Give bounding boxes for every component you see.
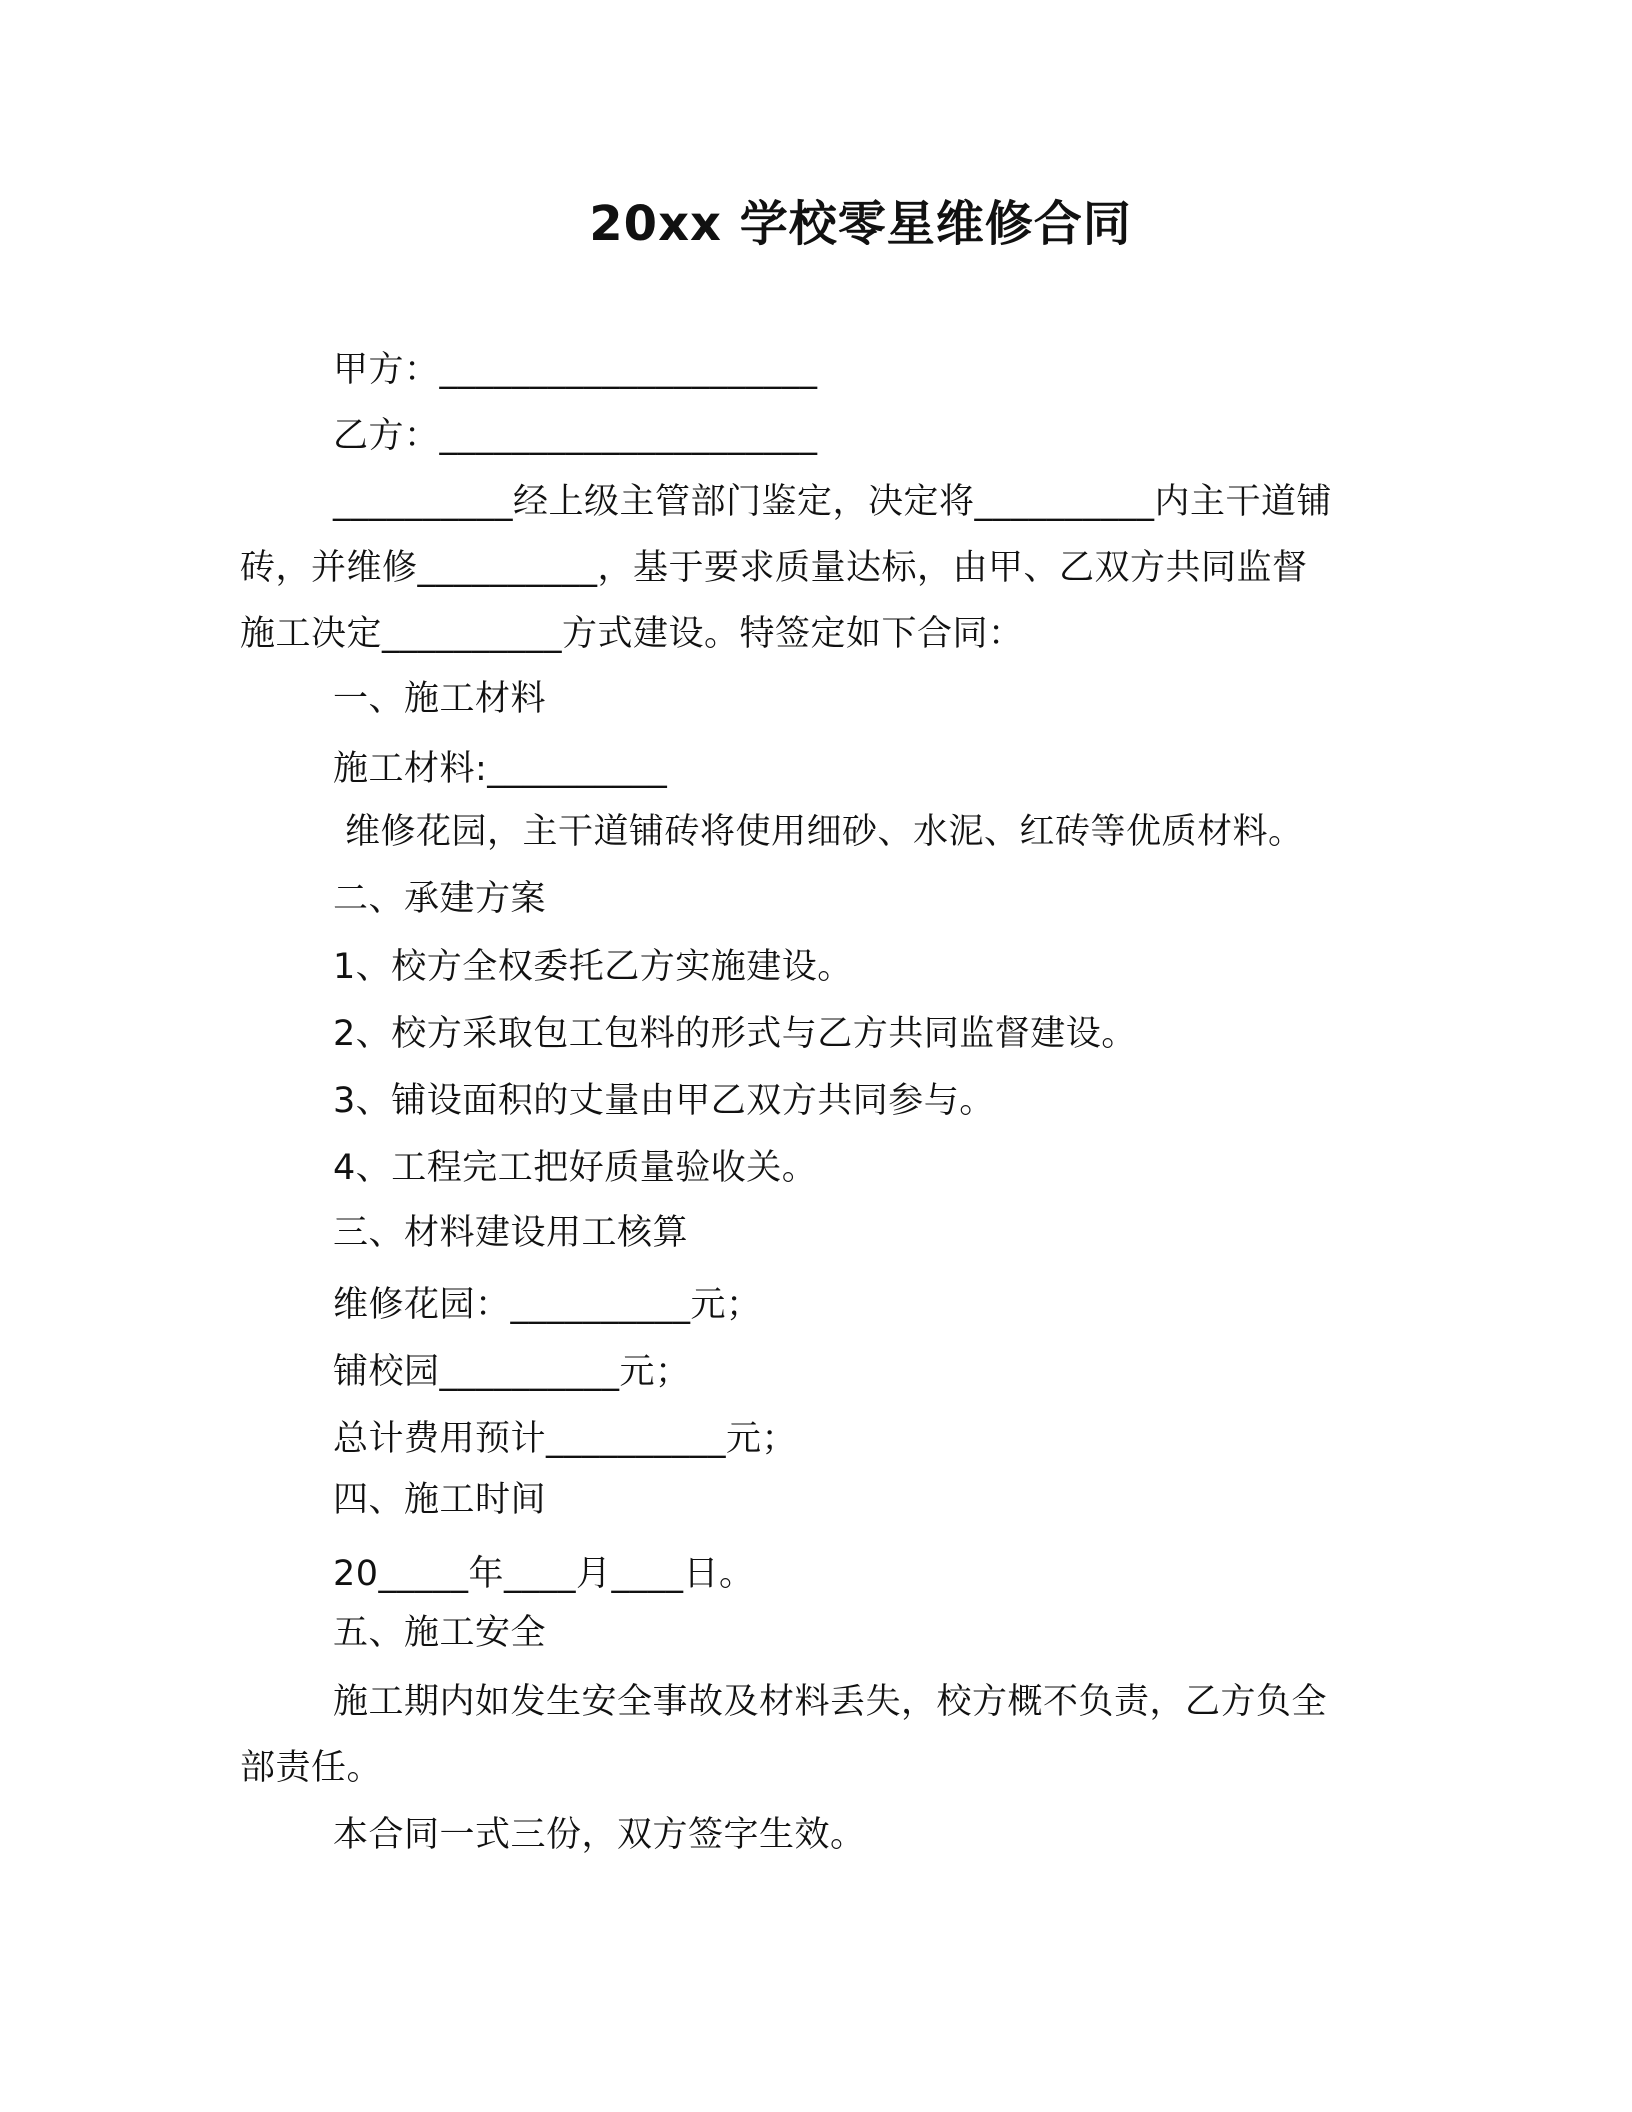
cost-total: 总计费用预计__________元； — [333, 1419, 798, 1459]
intro-paragraph-line-2: 砖，并维修__________，基于要求质量达标，由甲、乙双方共同监督 — [240, 548, 1308, 588]
safety-paragraph-line-1: 施工期内如发生安全事故及材料丢失，校方概不负责，乙方负全 — [333, 1682, 1328, 1722]
cost-garden: 维修花园：__________元； — [333, 1285, 762, 1325]
materials-description: 维修花园，主干道铺砖将使用细砂、水泥、红砖等优质材料。 — [345, 812, 1304, 852]
section-heading-costs: 三、材料建设用工核算 — [333, 1213, 689, 1253]
intro-paragraph-line-3: 施工决定__________方式建设。特签定如下合同： — [240, 614, 1024, 654]
party-b-line: 乙方：_____________________ — [333, 416, 818, 456]
plan-item-3: 3、铺设面积的丈量由甲乙双方共同参与。 — [333, 1081, 995, 1121]
plan-item-1: 1、校方全权委托乙方实施建设。 — [333, 947, 853, 987]
section-heading-materials: 一、施工材料 — [333, 679, 547, 719]
plan-item-4: 4、工程完工把好质量验收关。 — [333, 1148, 818, 1188]
section-heading-schedule: 四、施工时间 — [333, 1480, 547, 1520]
document-title: 20xx 学校零星维修合同 — [589, 196, 1132, 252]
safety-paragraph-line-2: 部责任。 — [240, 1748, 383, 1788]
schedule-date: 20_____年____月____日。 — [333, 1554, 755, 1594]
materials-field: 施工材料:__________ — [333, 749, 668, 789]
plan-item-2: 2、校方采取包工包料的形式与乙方共同监督建设。 — [333, 1014, 1137, 1054]
section-heading-safety: 五、施工安全 — [333, 1613, 547, 1653]
intro-paragraph-line-1: __________经上级主管部门鉴定，决定将__________内主干道铺 — [333, 482, 1333, 522]
closing-statement: 本合同一式三份，双方签字生效。 — [333, 1815, 866, 1855]
section-heading-plan: 二、承建方案 — [333, 879, 547, 919]
cost-paving: 铺校园__________元； — [333, 1352, 691, 1392]
party-a-line: 甲方：_____________________ — [333, 350, 818, 390]
